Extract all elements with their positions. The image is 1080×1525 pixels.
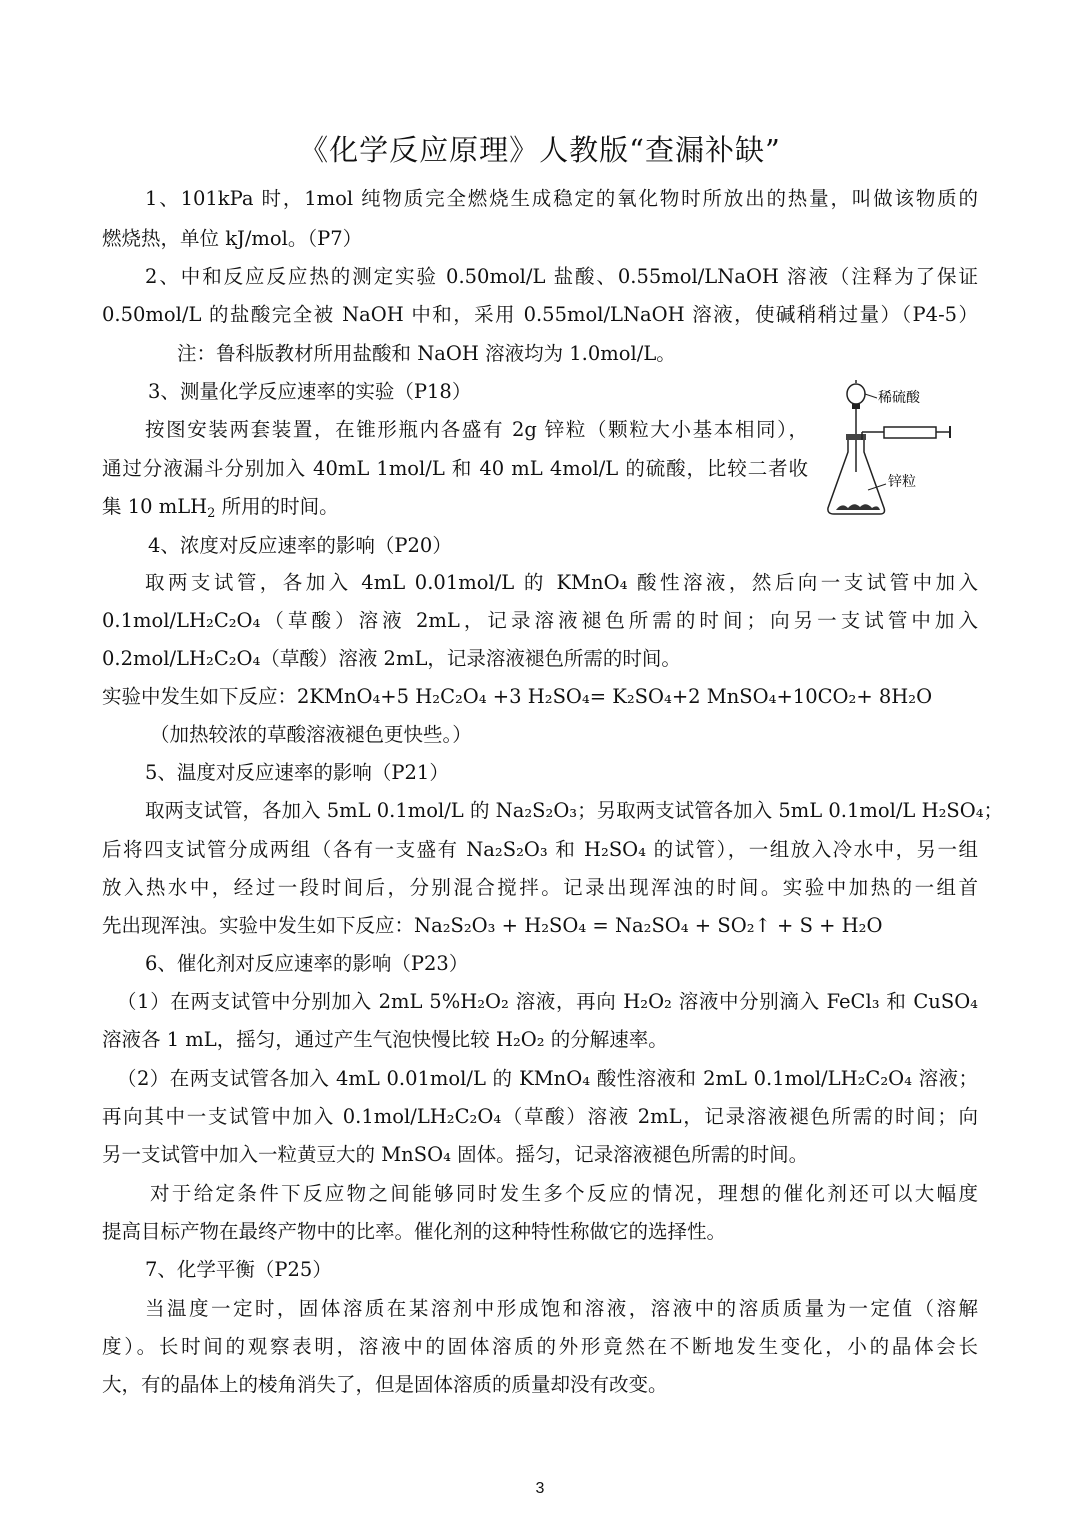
p6-line1: （1）在两支试管中分别加入 2mL 5%H₂O₂ 溶液，再向 H₂O₂ 溶液中分别滴入 FeCl₃ 和 CuSO₄ bbox=[117, 990, 978, 1013]
p6-heading: 6、催化剂对反应速率的影响（P23） bbox=[145, 952, 469, 975]
p6-line3: （2）在两支试管各加入 4mL 0.01mol/L 的 KMnO₄ 酸性溶液和 2mL 0.1mol/LH₂C₂O₄ 溶液； bbox=[117, 1067, 978, 1090]
p1-line2: 燃烧热，单位 kJ/mol。（P7） bbox=[102, 227, 363, 250]
p4-heading: 4、浓度对反应速率的影响（P20） bbox=[148, 534, 452, 557]
p4-line3: 0.2mol/LH₂C₂O₄（草酸）溶液 2mL，记录溶液褪色所需的时间。 bbox=[102, 647, 681, 670]
p6-line7: 提高目标产物在最终产物中的比率。催化剂的这种特性称做它的选择性。 bbox=[102, 1220, 727, 1243]
syringe-barrel bbox=[884, 427, 936, 438]
p2-line1: 2、中和反应反应热的测定实验 0.50mol/L 盐酸、0.55mol/LNaOH 溶液（注释为了保证 bbox=[145, 265, 978, 288]
funnel-stopcock bbox=[852, 404, 860, 409]
apparatus-figure bbox=[822, 380, 962, 520]
p3-line1: 按图安装两套装置，在锥形瓶内各盛有 2g 锌粒（颗粒大小基本相同）， bbox=[145, 418, 808, 441]
p7-line1: 当温度一定时，固体溶质在某溶剂中形成饱和溶液，溶液中的溶质质量为一定值（溶解 bbox=[145, 1297, 978, 1320]
p6-line2: 溶液各 1 mL，摇匀，通过产生气泡快慢比较 H₂O₂ 的分解速率。 bbox=[102, 1028, 668, 1051]
rubber-stopper bbox=[846, 434, 866, 440]
p7-heading: 7、化学平衡（P25） bbox=[145, 1258, 332, 1281]
funnel-bulb bbox=[847, 384, 865, 404]
p3-line3: 集 10 mLH$_2$ 所用的时间。 bbox=[102, 495, 339, 521]
label-zinc: 锌粒 bbox=[888, 474, 916, 490]
p2-line2: 0.50mol/L 的盐酸完全被 NaOH 中和，采用 0.55mol/LNaOH 溶液，使碱稍稍过量）（P4-5） bbox=[102, 303, 978, 326]
p4-line1: 取两支试管，各加入 4mL 0.01mol/L 的 KMnO₄ 酸性溶液，然后向一支试管中加入 bbox=[145, 571, 978, 594]
p5-line2: 后将四支试管分成两组（各有一支盛有 Na₂S₂O₃ 和 H₂SO₄ 的试管），一组放入冷水中，另一组 bbox=[102, 838, 978, 861]
p3-line2: 通过分液漏斗分别加入 40mL 1mol/L 和 40 mL 4mol/L 的硫酸，比较二者收 bbox=[102, 457, 808, 480]
p6-line5: 另一支试管中加入一粒黄豆大的 MnSO₄ 固体。摇匀，记录溶液褪色所需的时间。 bbox=[102, 1143, 809, 1166]
p5-reaction: 先出现浑浊。实验中发生如下反应：Na₂S₂O₃ + H₂SO₄ = Na₂SO₄ + SO₂↑ + S + H₂O bbox=[102, 914, 883, 937]
label-dilute-sulfuric-acid: 稀硫酸 bbox=[878, 390, 920, 406]
p1-line1: 1、101kPa 时，1mol 纯物质完全燃烧生成稳定的氧化物时所放出的热量，叫做该物质的 bbox=[145, 187, 978, 210]
p6-line4: 再向其中一支试管中加入 0.1mol/LH₂C₂O₄（草酸）溶液 2mL，记录溶液褪色所需的时间；向 bbox=[102, 1105, 978, 1128]
p3-heading: 3、测量化学反应速率的实验（P18） bbox=[148, 380, 472, 403]
p2-note: 注：鲁科版教材所用盐酸和 NaOH 溶液均为 1.0mol/L。 bbox=[177, 342, 676, 365]
p6-line6: 对于给定条件下反应物之间能够同时发生多个反应的情况，理想的催化剂还可以大幅度 bbox=[150, 1182, 978, 1205]
zinc-granules bbox=[836, 504, 880, 510]
page-title: 《化学反应原理》人教版“查漏补缺” bbox=[299, 133, 781, 167]
p4-reaction: 实验中发生如下反应：2KMnO₄+5 H₂C₂O₄ +3 H₂SO₄= K₂SO₄+2 MnSO₄+10CO₂+ 8H₂O bbox=[102, 685, 933, 708]
p4-note: （加热较浓的草酸溶液褪色更快些。） bbox=[150, 723, 472, 746]
p7-line2: 度）。长时间的观察表明，溶液中的固体溶质的外形竟然在不断地发生变化，小的晶体会长 bbox=[102, 1335, 978, 1358]
p4-line2: 0.1mol/LH₂C₂O₄（草酸）溶液 2mL，记录溶液褪色所需的时间；向另一支试管中加入 bbox=[102, 609, 978, 632]
flask-apparatus-diagram bbox=[822, 380, 962, 520]
p5-line1: 取两支试管，各加入 5mL 0.1mol/L 的 Na₂S₂O₃；另取两支试管各加入 5mL 0.1mol/L H₂SO₄； bbox=[145, 799, 1004, 822]
page-number: 3 bbox=[535, 1480, 545, 1497]
p5-heading: 5、温度对反应速率的影响（P21） bbox=[145, 761, 449, 784]
p7-line3: 大，有的晶体上的棱角消失了，但是固体溶质的质量却没有改变。 bbox=[102, 1373, 668, 1396]
p5-line3: 放入热水中，经过一段时间后，分别混合搅拌。记录出现浑浊的时间。实验中加热的一组首 bbox=[102, 876, 978, 899]
